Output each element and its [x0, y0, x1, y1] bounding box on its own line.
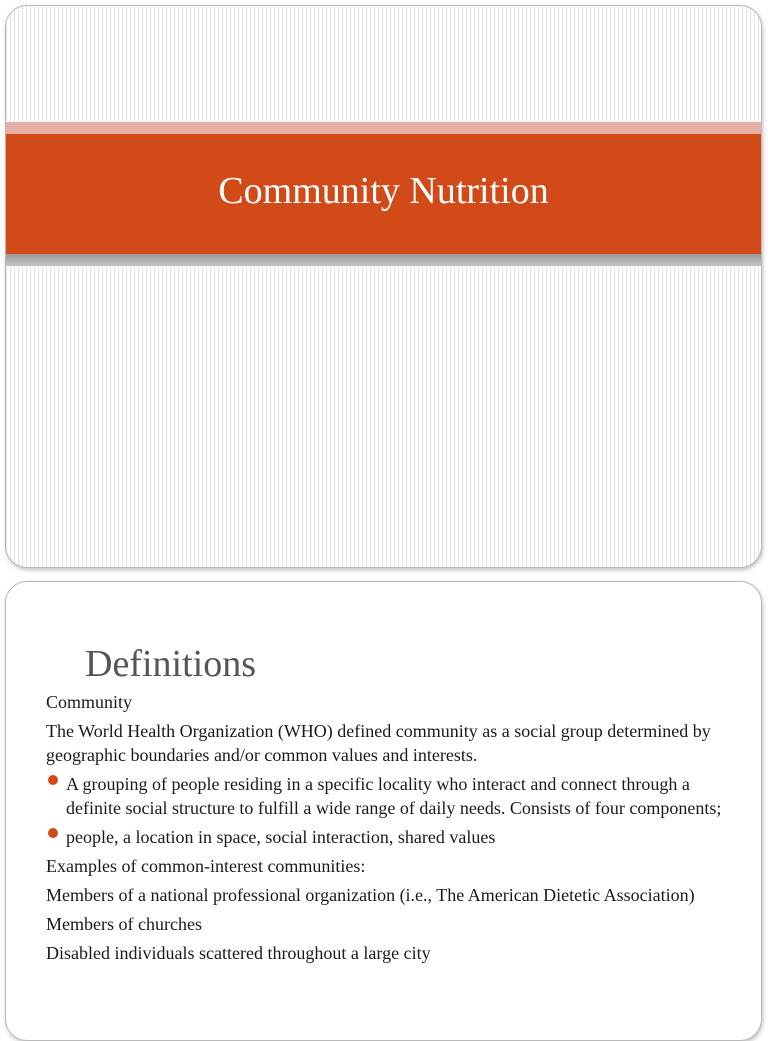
- bullet-item: [46, 825, 746, 849]
- bullet-text: people, a location in space, social interaction, shared values: [66, 827, 496, 847]
- title-band-top-strip: [6, 122, 761, 134]
- bullet-item: [46, 772, 746, 820]
- bullet-dot-icon: [48, 828, 58, 838]
- paragraph-example-professional: Members of a national professional organization (i.e., The American Dietetic Association): [46, 885, 695, 905]
- slide-content: [46, 690, 746, 970]
- slide-title: Community Nutrition: [218, 170, 549, 212]
- title-band: [6, 134, 761, 254]
- paragraph-examples: Examples of common-interest communities:: [46, 856, 366, 876]
- bullet-text: A grouping of people residing in a specific locality who interact and connect through a definite social structure to fulfill a wide range of daily needs. Consists of four components;: [66, 774, 722, 818]
- bullet-dot-icon: [48, 775, 58, 785]
- title-band-bottom-strip: [6, 254, 761, 266]
- paragraph-community: Community: [46, 692, 133, 712]
- title-slide: [5, 5, 762, 568]
- paragraph-example-churches: Members of churches: [46, 914, 202, 934]
- paragraph-example-disabled: Disabled individuals scattered throughout a large city: [46, 943, 431, 963]
- slide-heading: Definitions: [85, 643, 256, 685]
- paragraph-who-definition: The World Health Organization (WHO) defined community as a social group determined by geographic boundaries and/or common values and interests.: [46, 721, 711, 765]
- definitions-slide: [5, 581, 762, 1041]
